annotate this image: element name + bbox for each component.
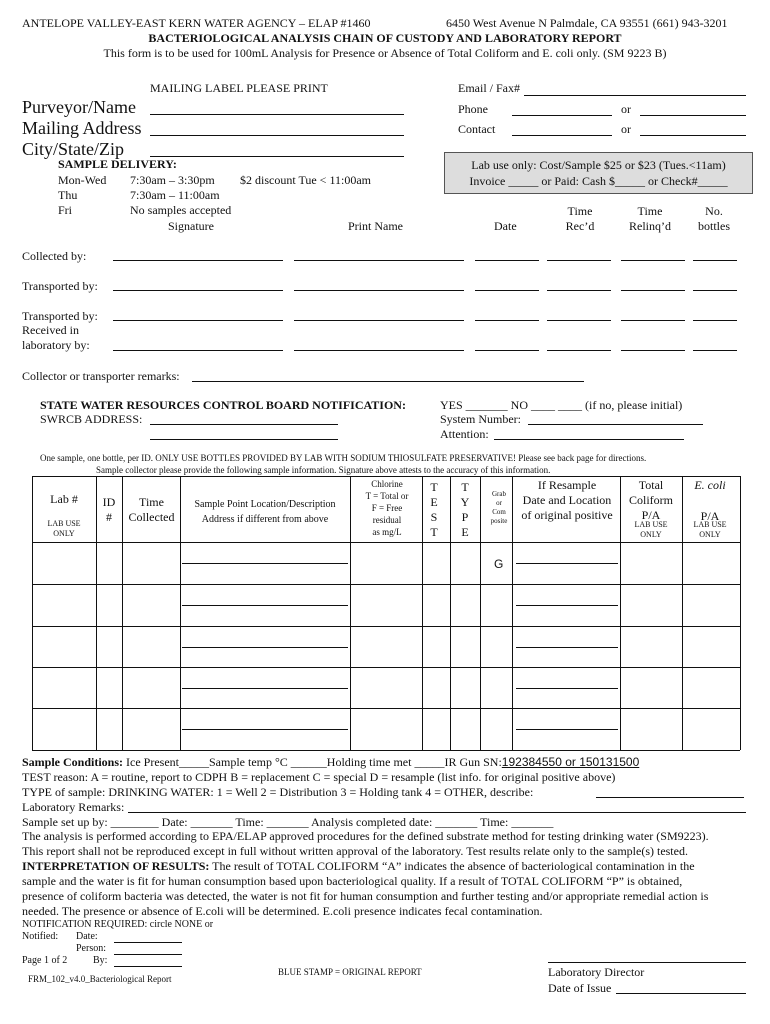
contact-field-2[interactable] [640, 135, 746, 136]
th-total-coliform: Total Coliform P/A [629, 478, 673, 522]
th-tc-lab-use: LAB USE ONLY [634, 520, 668, 539]
contact-field-1[interactable] [512, 135, 612, 136]
type-of-sample: TYPE of sample: DRINKING WATER: 1 = Well 2 = Distribution 3 = Holding tank 4 = OTHER, describe: [22, 785, 534, 799]
contact-label: Contact [458, 122, 496, 136]
transported-label-2: Transported by: [22, 309, 98, 323]
custody-field[interactable] [547, 290, 611, 291]
custody-field[interactable] [475, 290, 539, 291]
custody-field[interactable] [693, 320, 737, 321]
table-column-divider [740, 476, 741, 750]
col-bottles: No. bottles [698, 204, 730, 233]
custody-field[interactable] [621, 350, 685, 351]
table-column-divider [422, 476, 423, 750]
instructions-line-2: Sample collector please provide the following sample information. Signature above attests to the accuracy of this information. [96, 465, 551, 475]
blue-stamp-note: BLUE STAMP = ORIGINAL REPORT [278, 967, 422, 977]
table-border [32, 476, 740, 477]
col-print-name: Print Name [348, 219, 403, 233]
table-column-divider [32, 476, 33, 750]
mailing-address-field[interactable] [150, 135, 404, 136]
custody-field[interactable] [547, 260, 611, 261]
page-number: Page 1 of 2 [22, 955, 68, 966]
purveyor-field[interactable] [150, 114, 404, 115]
table-row [32, 626, 740, 627]
col-date: Date [494, 219, 517, 233]
notified-label: Notified: [22, 931, 59, 942]
issue-date-label: Date of Issue [548, 981, 612, 995]
th-type: T Y P E [460, 480, 470, 539]
director-label: Laboratory Director [548, 965, 645, 979]
delivery-note: $2 discount Tue < 11:00am [240, 173, 371, 187]
director-signature-line[interactable] [548, 962, 746, 963]
table-row [32, 667, 740, 668]
th-id: ID # [102, 495, 116, 524]
custody-field[interactable] [621, 320, 685, 321]
location-subline[interactable] [182, 688, 348, 689]
custody-field[interactable] [475, 350, 539, 351]
table-header-divider [32, 542, 740, 543]
resample-subline[interactable] [516, 688, 618, 689]
resample-subline[interactable] [516, 563, 618, 564]
custody-field[interactable] [693, 290, 737, 291]
delivery-day: Fri [58, 203, 73, 217]
grab-value: G [494, 557, 504, 571]
col-signature: Signature [168, 219, 214, 233]
delivery-day: Mon-Wed [58, 173, 107, 187]
phone-field-2[interactable] [640, 115, 746, 116]
notified-person-field[interactable] [114, 954, 182, 955]
received-label-1: Received in [22, 323, 79, 337]
system-number-label: System Number: [440, 412, 521, 426]
custody-field[interactable] [621, 290, 685, 291]
phone-or: or [621, 102, 631, 116]
form-subtitle: This form is to be used for 100mL Analysis for Presence or Absence of Total Coliform and E. coli only. (SM 9223 B) [103, 46, 667, 60]
notified-by-label: By: [93, 955, 108, 966]
interpretation-line-4: needed. The presence or absence of E.coli will be determined. E.coli presence indicates fecal contamination. [22, 904, 543, 918]
email-field[interactable] [524, 95, 746, 96]
th-grab: Grab or Com posite [490, 490, 508, 525]
custody-field[interactable] [113, 260, 283, 261]
resample-subline[interactable] [516, 729, 618, 730]
custody-field[interactable] [621, 260, 685, 261]
yes-no: YES _______ NO ____ ____ (if no, please initial) [440, 398, 683, 412]
purveyor-label: Purveyor/Name [22, 97, 136, 117]
th-resample: If Resample Date and Location of original positive [521, 478, 613, 522]
custody-field[interactable] [294, 290, 464, 291]
th-ecoli: E. coli [694, 478, 726, 492]
mailing-label: MAILING LABEL PLEASE PRINT [150, 81, 328, 95]
notified-date-field[interactable] [114, 942, 182, 943]
instructions-line-1: One sample, one bottle, per ID. ONLY USE BOTTLES PROVIDED BY LAB WITH SODIUM THIOSULFATE PRESERVATIVE! Please see back page for directions. [40, 453, 647, 463]
lab-invoice: Invoice _____ or Paid: Cash $_____ or Check#_____ [469, 174, 728, 188]
transported-label-1: Transported by: [22, 279, 98, 293]
location-subline[interactable] [182, 605, 348, 606]
delivery-time: No samples accepted [130, 203, 232, 217]
custody-field[interactable] [294, 260, 464, 261]
remarks-label: Collector or transporter remarks: [22, 369, 180, 383]
custody-field[interactable] [294, 350, 464, 351]
lab-cost: Lab use only: Cost/Sample $25 or $23 (Tues.<11am) [471, 158, 726, 172]
sample-setup: Sample set up by: ________ Date: _______ Time: _______ Analysis completed date: _______ Time: _______ [22, 815, 554, 829]
remarks-field[interactable] [192, 381, 584, 382]
th-ecoli-pa: P/A [700, 509, 720, 523]
sample-conditions: Sample Conditions: Ice Present_____Sample temp °C ______Holding time met _____IR Gun SN:192384550 or 150131500 [22, 755, 640, 769]
th-lab-use: LAB USE ONLY [47, 519, 81, 538]
col-time-recd: Time Rec’d [565, 204, 595, 233]
attention-label: Attention: [440, 427, 489, 441]
th-location: Sample Point Location/Description Address if different from above [194, 499, 336, 525]
form-number: FRM_102_v4.0_Bacteriological Report [28, 974, 172, 984]
city-label: City/State/Zip [22, 139, 124, 159]
issue-date-field[interactable] [616, 993, 746, 994]
swrcb-title: STATE WATER RESOURCES CONTROL BOARD NOTIFICATION: [40, 398, 406, 412]
swrcb-address: SWRCB ADDRESS: [40, 412, 143, 426]
contact-or: or [621, 122, 631, 136]
custody-field[interactable] [547, 320, 611, 321]
custody-field[interactable] [547, 350, 611, 351]
test-reason: TEST reason: A = routine, report to CDPH B = replacement C = special D = resample (list info. for original positive above) [22, 770, 616, 784]
interpretation-line-2: sample and the water is fit for human consumption based upon bacteriological quality. If a result of TOTAL COLIFORM “P” is obtained, [22, 874, 683, 888]
swrcb-address-field-2[interactable] [150, 439, 338, 440]
resample-subline[interactable] [516, 605, 618, 606]
table-row [32, 708, 740, 709]
col-time-relinq: Time Relinq’d [629, 204, 671, 233]
lab-use-box [444, 152, 753, 194]
location-subline[interactable] [182, 647, 348, 648]
swrcb-address-field-1[interactable] [150, 424, 338, 425]
custody-field[interactable] [113, 350, 283, 351]
delivery-title: SAMPLE DELIVERY: [58, 157, 177, 171]
table-border [32, 750, 740, 751]
lab-remarks-field[interactable] [128, 812, 746, 813]
attention-field[interactable] [494, 439, 684, 440]
form-title: BACTERIOLOGICAL ANALYSIS CHAIN OF CUSTODY AND LABORATORY REPORT [148, 31, 622, 45]
custody-field[interactable] [693, 350, 737, 351]
delivery-day: Thu [58, 188, 78, 202]
lab-remarks-label: Laboratory Remarks: [22, 800, 125, 814]
location-subline[interactable] [182, 563, 348, 564]
custody-field[interactable] [113, 320, 283, 321]
interpretation-line-3: presence of coliform bacteria was detected, the water is not fit for human consumption and further testing and/or appropriate remedial action is [22, 889, 709, 903]
type-describe-field[interactable] [596, 797, 744, 798]
resample-subline[interactable] [516, 647, 618, 648]
th-chlorine: Chlorine T = Total or F = Free residual as mg/L [365, 479, 409, 537]
notified-by-field[interactable] [114, 966, 182, 967]
received-label-2: laboratory by: [22, 338, 90, 352]
phone-field-1[interactable] [512, 115, 612, 116]
city-field[interactable] [150, 156, 404, 157]
th-lab-num: Lab # [50, 492, 78, 506]
table-row [32, 584, 740, 585]
agency-name: ANTELOPE VALLEY-EAST KERN WATER AGENCY – ELAP #1460 [22, 16, 371, 30]
notified-person-label: Person: [76, 943, 106, 954]
agency-address: 6450 West Avenue N Palmdale, CA 93551 (661) 943-3201 [446, 16, 728, 30]
delivery-time: 7:30am – 11:00am [130, 188, 220, 202]
notification-required: NOTIFICATION REQUIRED: circle NONE or [22, 919, 214, 930]
analysis-statement: The analysis is performed according to EPA/ELAP approved procedures for the defined substrate method for testing drinking water (SM9223). [22, 829, 709, 843]
table-column-divider [350, 476, 351, 750]
table-column-divider [96, 476, 97, 750]
table-column-divider [450, 476, 451, 750]
custody-field[interactable] [113, 290, 283, 291]
interpretation-line-1: INTERPRETATION OF RESULTS: The result of TOTAL COLIFORM “A” indicates the absence of bacteriological contamination in the [22, 859, 695, 873]
system-number-field[interactable] [528, 424, 703, 425]
table-column-divider [620, 476, 621, 750]
report-statement: This report shall not be reproduced except in full without written approval of the laboratory. Test results relate only to the sample(s) tested. [22, 844, 688, 858]
table-column-divider [480, 476, 481, 750]
mailing-address-label: Mailing Address [22, 118, 142, 138]
notified-date-label: Date: [76, 931, 98, 942]
email-label: Email / Fax# [458, 81, 520, 95]
phone-label: Phone [458, 102, 488, 116]
th-ecoli-lab-use: LAB USE ONLY [693, 520, 727, 539]
location-subline[interactable] [182, 729, 348, 730]
th-time-collected: Time Collected [128, 495, 175, 524]
custody-field[interactable] [693, 260, 737, 261]
custody-field[interactable] [294, 320, 464, 321]
custody-field[interactable] [475, 320, 539, 321]
collected-label: Collected by: [22, 249, 87, 263]
delivery-time: 7:30am – 3:30pm [130, 173, 215, 187]
custody-field[interactable] [475, 260, 539, 261]
th-test: T E S T [430, 480, 438, 539]
table-column-divider [122, 476, 123, 750]
